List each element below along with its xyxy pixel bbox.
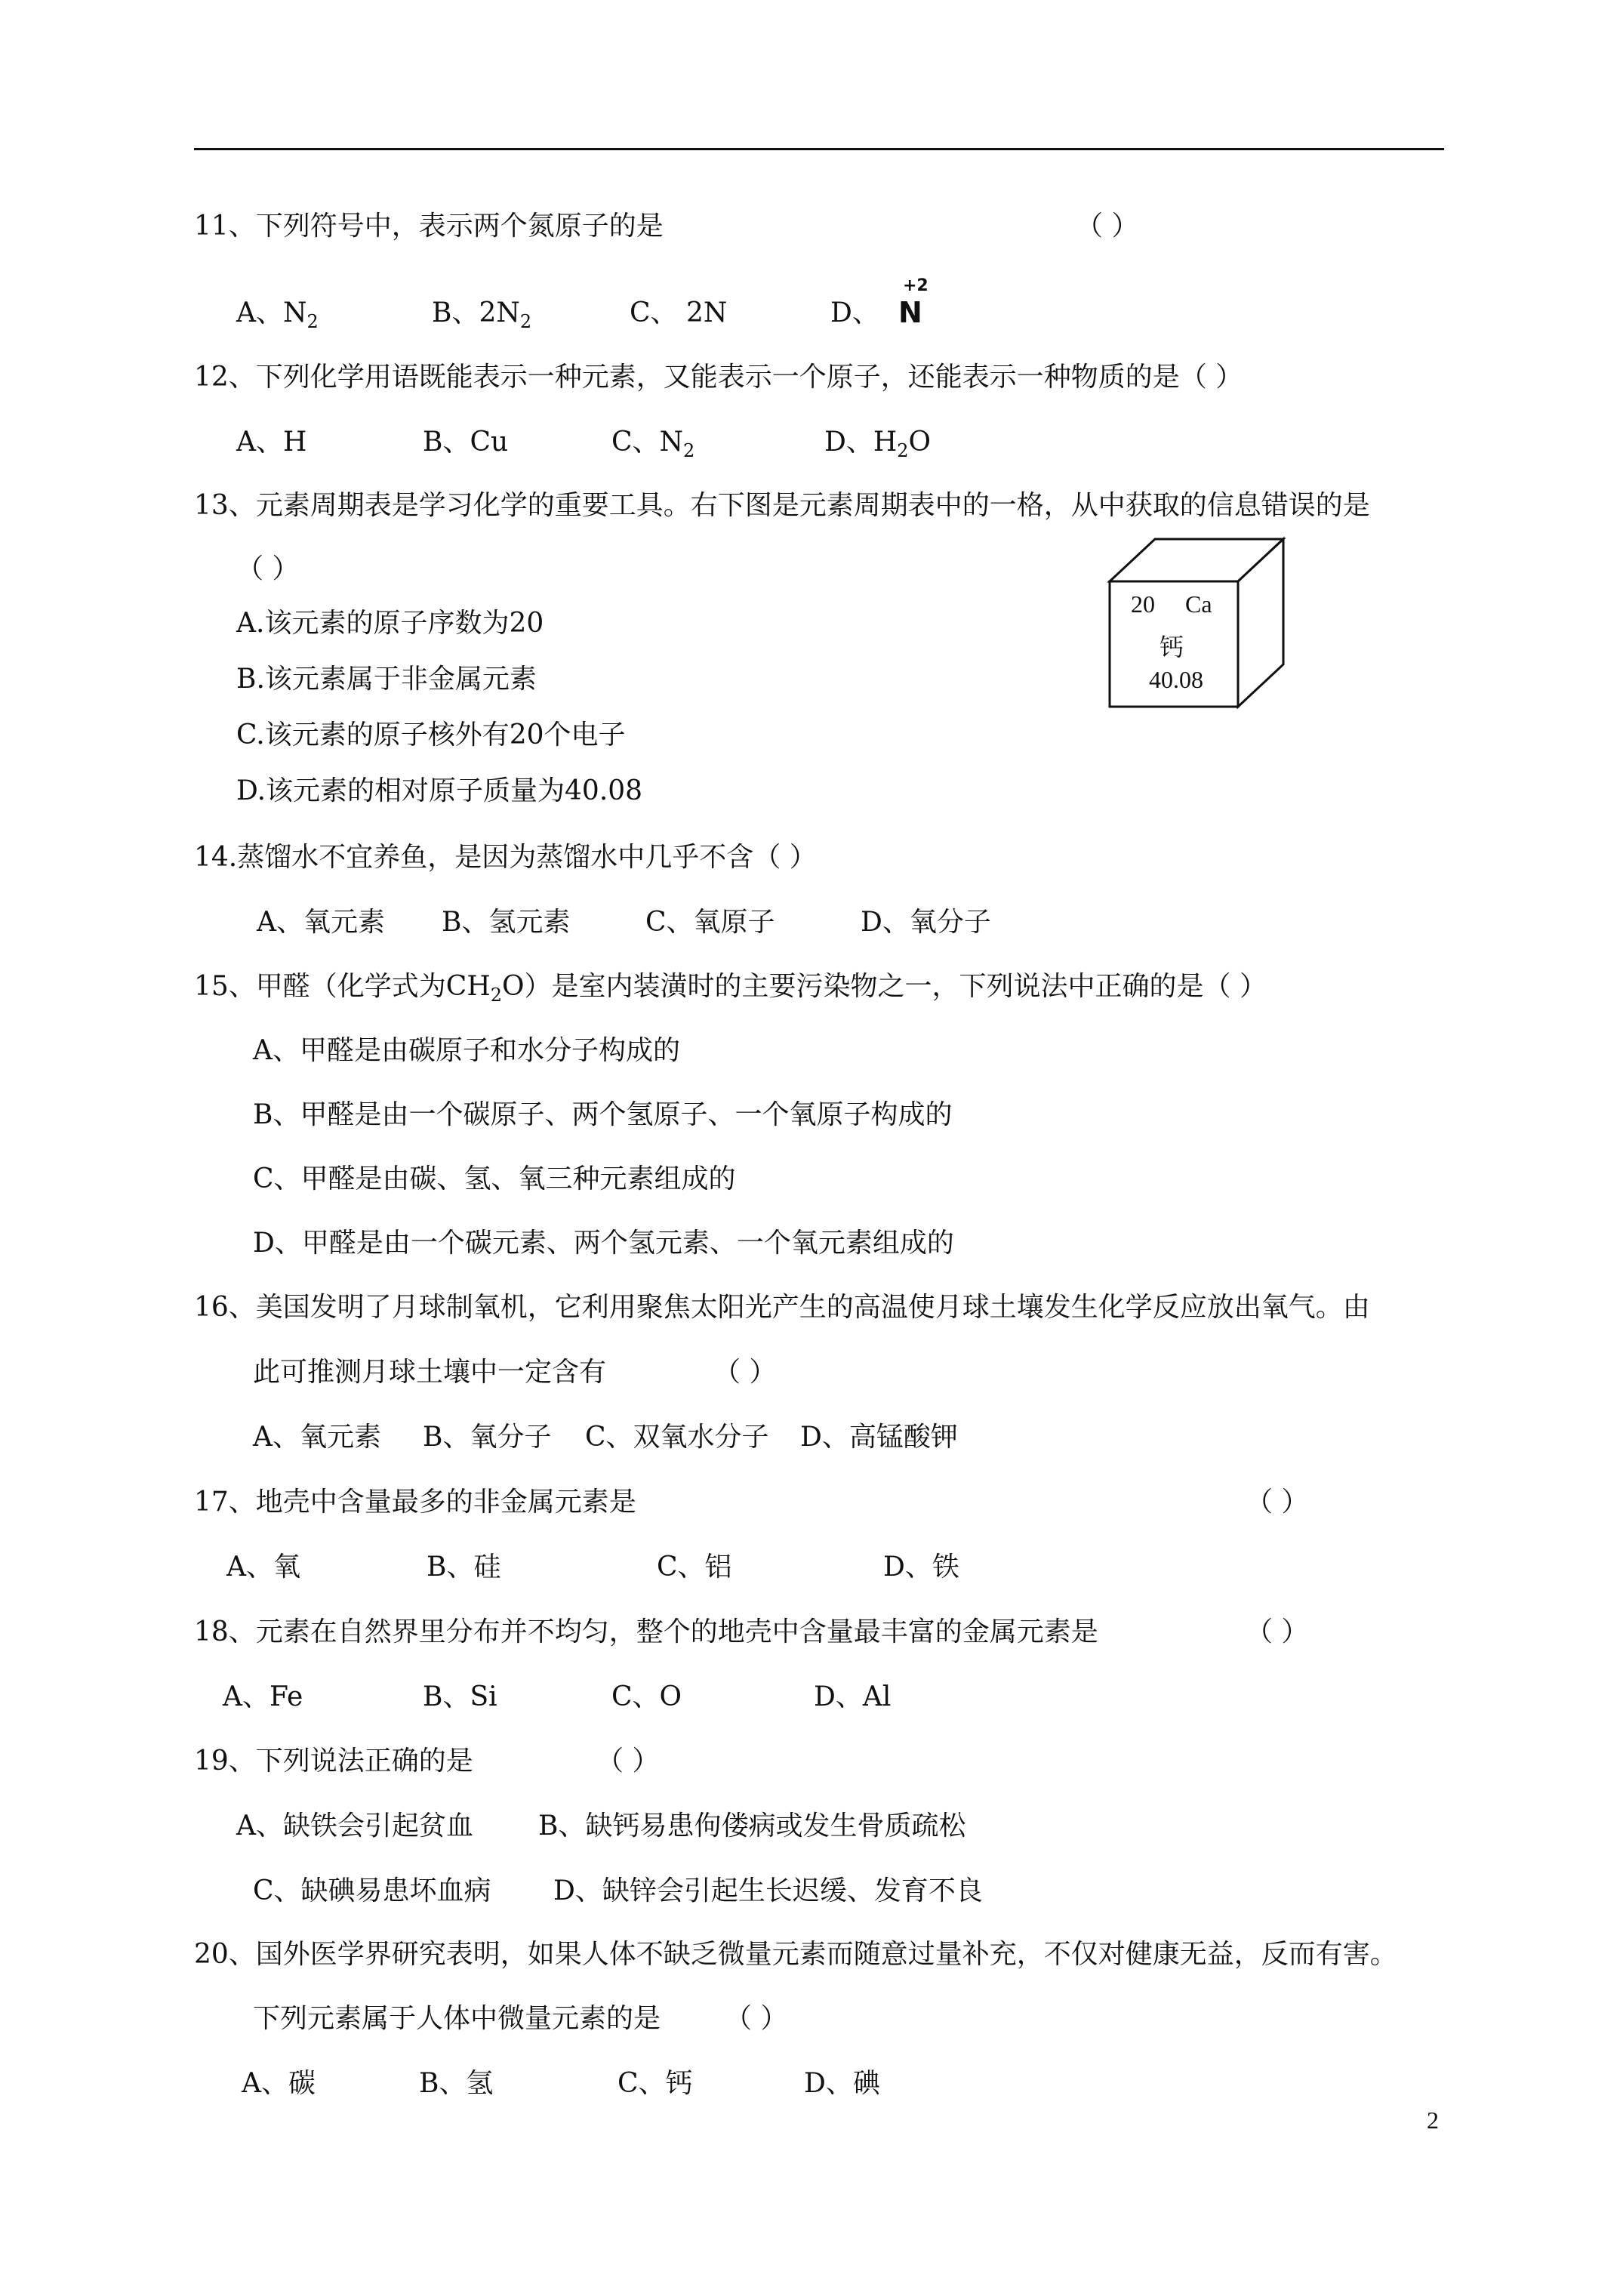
q13-option-a: A.该元素的原子序数为20 — [236, 608, 544, 639]
q19-option-c: C、缺碘易患坏血病 — [253, 1875, 491, 1906]
q20-stem-line2: 下列元素属于人体中微量元素的是 — [253, 2003, 661, 2034]
q19-option-d: D、缺锌会引起生长迟缓、发育不良 — [553, 1875, 983, 1906]
q11-option-c: C、 2N — [630, 297, 728, 328]
q15-option-d: D、甲醛是由一个碳元素、两个氢元素、一个氧元素组成的 — [253, 1228, 954, 1259]
element-name: 钙 — [1160, 633, 1184, 661]
element-symbol-ca: Ca — [1185, 590, 1212, 618]
q12-option-b: B、Cu — [423, 427, 509, 458]
q14-option-d: D、氧分子 — [861, 907, 991, 938]
q18-option-b: B、Si — [423, 1681, 497, 1712]
q17-option-a: A、氧 — [226, 1552, 300, 1583]
q16-option-a: A、氧元素 — [253, 1422, 381, 1453]
q18-option-c: C、O — [611, 1681, 682, 1712]
atomic-mass: 40.08 — [1149, 666, 1203, 693]
q16-option-d: D、高锰酸钾 — [800, 1422, 958, 1453]
q20-option-d: D、碘 — [804, 2068, 880, 2099]
q12-option-c: C、$N_2$ — [611, 427, 695, 461]
q15-option-a: A、甲醛是由碳原子和水分子构成的 — [253, 1035, 680, 1066]
q16-stem-line2: 此可推测月球土壤中一定含有 — [253, 1357, 607, 1388]
header-rule — [194, 148, 1444, 150]
q17-answer-paren: （ ） — [1246, 1487, 1309, 1518]
q12-option-d: D、$H_2O$ — [824, 427, 932, 461]
q18-option-d: D、Al — [814, 1681, 892, 1712]
q18-stem: 18、元素在自然界里分布并不均匀，整个的地壳中含量最丰富的金属元素是 — [194, 1616, 1098, 1647]
nitrogen-valence-symbol — [898, 276, 944, 337]
q15-stem: 15、甲醛（化学式为$CH_2O$）是室内装潢时的主要污染物之一，下列说法中正确的是（ ） — [194, 971, 1267, 1006]
q12-option-a: A、H — [236, 427, 307, 458]
q20-option-c: C、钙 — [617, 2068, 693, 2099]
q16-option-c: C、双氧水分子 — [585, 1422, 769, 1453]
q11-option-d: D、 — [830, 297, 879, 328]
q14-option-a: A、氧元素 — [257, 907, 385, 938]
atomic-number: 20 — [1131, 590, 1155, 618]
q17-option-c: C、铝 — [657, 1552, 732, 1583]
q20-option-b: B、氢 — [419, 2068, 494, 2099]
q19-answer-paren: （ ） — [596, 1746, 660, 1777]
element-symbol: N — [898, 296, 922, 329]
q17-option-b: B、硅 — [427, 1552, 501, 1583]
q20-stem-line1: 20、国外医学界研究表明，如果人体不缺乏微量元素而随意过量补充，不仅对健康无益，反而有害。 — [194, 1939, 1397, 1970]
q11-stem: 11、下列符号中，表示两个氮原子的是 — [194, 211, 664, 242]
q16-option-b: B、氧分子 — [423, 1422, 552, 1453]
q11-option-a: A、$N_2$ — [236, 297, 319, 332]
q17-option-d: D、铁 — [883, 1552, 959, 1583]
q20-answer-paren: （ ） — [725, 2003, 788, 2034]
q15-option-b: B、甲醛是由一个碳原子、两个氢原子、一个氧原子构成的 — [253, 1099, 953, 1130]
q19-stem: 19、下列说法正确的是 — [194, 1746, 473, 1777]
q18-option-a: A、Fe — [223, 1681, 303, 1712]
q16-stem-line1: 16、美国发明了月球制氧机，它利用聚焦太阳光产生的高温使月球土壤发生化学反应放出氧气。由 — [194, 1292, 1370, 1323]
q18-answer-paren: （ ） — [1246, 1616, 1309, 1647]
q17-stem: 17、地壳中含量最多的非金属元素是 — [194, 1487, 636, 1518]
page-number: 2 — [1427, 2106, 1439, 2134]
periodic-table-cell — [1107, 536, 1288, 710]
q14-stem: 14.蒸馏水不宜养鱼，是因为蒸馏水中几乎不含（ ） — [194, 842, 817, 873]
q13-option-b: B.该元素属于非金属元素 — [236, 664, 537, 695]
q13-stem: 13、元素周期表是学习化学的重要工具。右下图是元素周期表中的一格，从中获取的信息错误的是 — [194, 490, 1370, 521]
q16-answer-paren: （ ） — [713, 1357, 777, 1388]
q20-option-a: A、碳 — [242, 2068, 316, 2099]
q11-answer-paren: （ ） — [1076, 211, 1139, 242]
q19-option-a: A、缺铁会引起贫血 — [236, 1811, 473, 1841]
valence-charge: +2 — [903, 276, 929, 295]
q14-option-b: B、氢元素 — [442, 907, 571, 938]
q15-option-c: C、甲醛是由碳、氢、氧三种元素组成的 — [253, 1163, 736, 1194]
q13-option-d: D.该元素的相对原子质量为40.08 — [236, 775, 643, 806]
q19-option-b: B、缺钙易患佝偻病或发生骨质疏松 — [538, 1811, 966, 1841]
q11-option-b: B、$2N_2$ — [432, 297, 532, 332]
q14-option-c: C、氧原子 — [645, 907, 775, 938]
q13-option-c: C.该元素的原子核外有20个电子 — [236, 720, 626, 750]
q12-stem: 12、下列化学用语既能表示一种元素，又能表示一个原子，还能表示一种物质的是（ ） — [194, 362, 1243, 393]
q13-answer-paren: （ ） — [236, 553, 300, 584]
